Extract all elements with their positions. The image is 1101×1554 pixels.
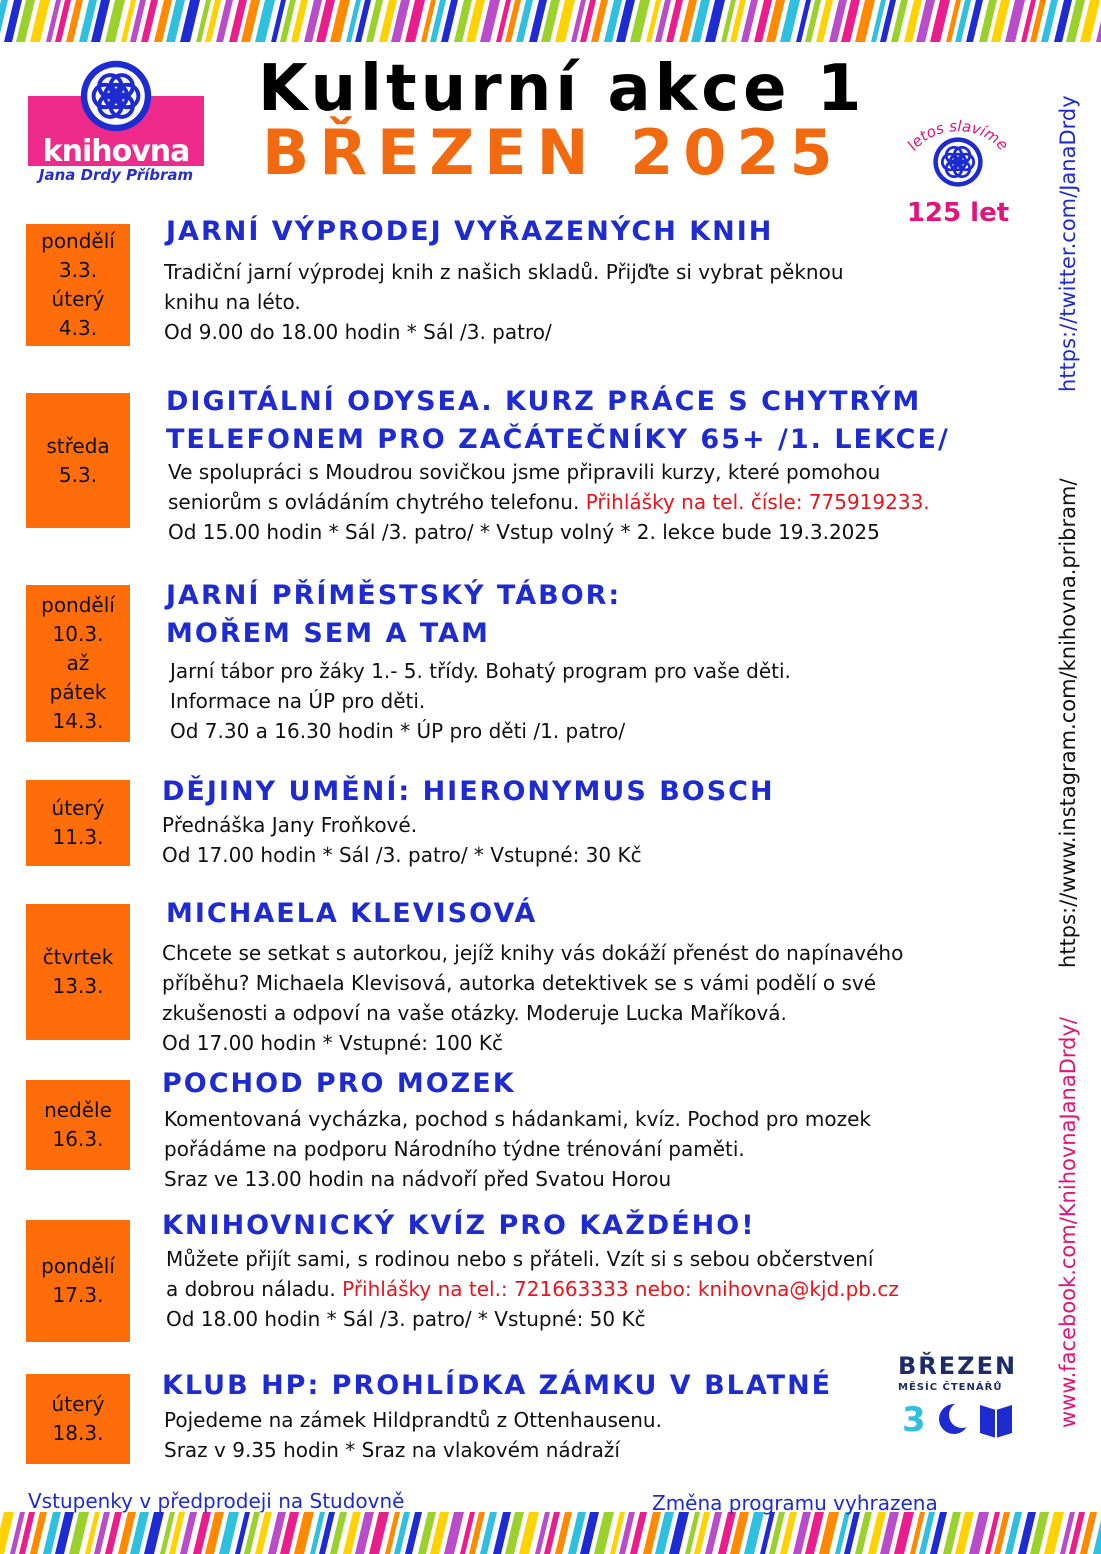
description-text: Informace na ÚP pro děti.: [170, 689, 426, 713]
event-date-line: středa: [46, 433, 110, 458]
description-text: pořádáme na podporu Národního týdne trénování paměti.: [164, 1137, 745, 1161]
event-description-line: [164, 1435, 620, 1465]
event-description-line: [162, 810, 417, 840]
event-date-line: 5.3.: [58, 462, 98, 487]
facebook-link[interactable]: www.facebook.com/KnihovnaJanaDrdy/: [1056, 1017, 1080, 1428]
description-text: Můžete přijít sami, s rodinou nebo s přáteli. Vzít si s sebou občerstvení: [166, 1247, 874, 1271]
description-text: knihu na léto.: [164, 290, 301, 314]
event-title: JARNÍ VÝPRODEJ VYŘAZENÝCH KNIH: [166, 216, 774, 247]
event-date-line: pondělí: [41, 593, 115, 617]
event-date-box: [26, 1374, 130, 1464]
badge-flower-icon: [930, 134, 986, 190]
event-date-line: pondělí: [41, 229, 115, 253]
event-description-line: [164, 1164, 671, 1194]
event-date-line: úterý: [51, 796, 105, 820]
event-description-line: [170, 656, 791, 686]
event-description-line: [166, 1244, 873, 1274]
event-date-line: 17.3.: [52, 1283, 104, 1307]
event-date-box: [26, 585, 130, 742]
event-description-line: [170, 716, 625, 746]
instagram-link[interactable]: https://www.instagram.com/knihovna.pribram/: [1056, 478, 1080, 968]
event-date-line: pátek: [49, 680, 107, 704]
event-description-line: [168, 457, 880, 487]
svg-text:letos slavíme: letos slavíme: [903, 117, 1013, 154]
event-date-box: [26, 1220, 130, 1342]
brezen-mesic-ctenaru-logo: [898, 1352, 1022, 1452]
event-title: JARNÍ PŘÍMĚSTSKÝ TÁBOR:: [166, 580, 622, 611]
badge-years: 125 let: [906, 198, 1010, 228]
event-title: MICHAELA KLEVISOVÁ: [166, 898, 538, 929]
event-title: KLUB HP: PROHLÍDKA ZÁMKU V BLATNÉ: [162, 1370, 833, 1401]
event-title: TELEFONEM PRO ZAČÁTEČNÍKY 65+ /1. LEKCE/: [166, 424, 950, 455]
description-text: Chcete se setkat s autorkou, jejíž knihy vás dokáží přenést do napínavého: [162, 941, 904, 965]
event-date-box: [26, 904, 130, 1040]
event-date-line: 4.3.: [58, 316, 98, 340]
description-text: Od 9.00 do 18.00 hodin * Sál /3. patro/: [164, 320, 552, 344]
brezen-logo-digit: 3: [902, 1400, 926, 1440]
library-logo: [28, 56, 204, 186]
event-description-line: [162, 1028, 503, 1058]
description-text: Sraz ve 13.00 hodin na nádvoří před Svatou Horou: [164, 1167, 672, 1191]
event-description-line: [170, 686, 425, 716]
description-text: Jarní tábor pro žáky 1.- 5. třídy. Bohatý program pro vaše děti.: [170, 659, 791, 683]
footer-change-note: Změna programu vyhrazena: [652, 1491, 938, 1515]
event-date-line: až: [66, 651, 90, 675]
registration-contact: Přihlášky na tel. čísle: 775919233.: [585, 490, 930, 514]
event-description-line: [168, 487, 930, 517]
registration-contact: Přihlášky na tel.: 721663333 nebo: knihovna@kjd.pb.cz: [342, 1277, 899, 1301]
event-description-line: [168, 517, 880, 547]
event-date-line: neděle: [44, 1098, 112, 1122]
description-text: Od 15.00 hodin * Sál /3. patro/ * Vstup volný * 2. lekce bude 19.3.2025: [168, 520, 880, 544]
flower-of-life-icon: [76, 56, 156, 136]
event-date-line: úterý: [51, 287, 105, 311]
brezen-logo-title: BŘEZEN: [898, 1352, 1018, 1380]
top-stripe-border: [0, 0, 1101, 42]
event-description-line: [162, 840, 642, 870]
page-subtitle-month: BŘEZEN 2025: [262, 116, 843, 189]
event-date-line: 13.3.: [52, 974, 104, 998]
description-text: Přednáška Jany Froňkové.: [162, 813, 418, 837]
description-text: zkušenosti a odpoví na vaše otázky. Moderuje Lucka Maříková.: [162, 1001, 787, 1025]
event-date-line: 14.3.: [52, 709, 104, 733]
brezen-logo-icons: [898, 1393, 1022, 1443]
event-description-line: [164, 1134, 745, 1164]
event-description-line: [164, 287, 301, 317]
footer-tickets-note: Vstupenky v předprodeji na Studovně: [28, 1489, 405, 1513]
event-description-line: [162, 968, 876, 998]
anniversary-badge: [888, 108, 1028, 238]
description-text: Ve spolupráci s Moudrou sovičkou jsme připravili kurzy, které pomohou: [168, 460, 881, 484]
event-date-line: čtvrtek: [42, 945, 114, 969]
event-description-line: [164, 1104, 871, 1134]
event-description-line: [164, 257, 844, 287]
twitter-link[interactable]: https://twitter.com/JanaDrdy: [1056, 95, 1080, 392]
event-date-line: 18.3.: [52, 1421, 104, 1445]
event-title: DĚJINY UMĚNÍ: HIERONYMUS BOSCH: [162, 776, 775, 807]
event-title: MOŘEM SEM A TAM: [166, 618, 490, 649]
event-description-line: [164, 317, 552, 347]
event-description-line: [162, 938, 903, 968]
event-date-line: 10.3.: [52, 622, 104, 646]
event-date-line: 3.3.: [58, 258, 98, 282]
event-description-line: [166, 1274, 899, 1304]
event-date-box: [26, 393, 130, 528]
description-text: Komentovaná vycházka, pochod s hádankami, kvíz. Pochod pro mozek: [164, 1107, 871, 1131]
event-description-line: [162, 998, 787, 1028]
event-description-line: [164, 1405, 662, 1435]
description-text: Tradiční jarní výprodej knih z našich skladů. Přijďte si vybrat pěknou: [164, 260, 844, 284]
description-text: Pojedeme na zámek Hildprandtů z Ottenhausenu.: [164, 1408, 662, 1432]
event-date-line: pondělí: [41, 1254, 115, 1278]
logo-name: knihovna: [42, 134, 190, 169]
event-description-line: [166, 1304, 646, 1334]
description-text: a dobrou náladu.: [166, 1277, 343, 1301]
event-date-box: [26, 1080, 130, 1170]
event-date-box: [26, 224, 130, 346]
description-text: seniorům s ovládáním chytrého telefonu.: [168, 490, 586, 514]
description-text: příběhu? Michaela Klevisová, autorka detektivek se s vámi podělí o své: [162, 971, 877, 995]
event-date-line: úterý: [51, 1392, 105, 1416]
description-text: Od 7.30 a 16.30 hodin * ÚP pro děti /1. patro/: [170, 719, 626, 743]
logo-subtitle: Jana Drdy Příbram: [38, 166, 194, 184]
event-date-line: 16.3.: [52, 1127, 104, 1151]
event-title: KNIHOVNICKÝ KVÍZ PRO KAŽDÉHO!: [162, 1210, 756, 1241]
event-title: POCHOD PRO MOZEK: [162, 1068, 516, 1099]
event-date-line: 11.3.: [52, 825, 104, 849]
description-text: Od 17.00 hodin * Vstupné: 100 Kč: [162, 1031, 503, 1055]
description-text: Od 18.00 hodin * Sál /3. patro/ * Vstupné: 50 Kč: [166, 1307, 646, 1331]
event-date-box: [26, 780, 130, 866]
description-text: Od 17.00 hodin * Sál /3. patro/ * Vstupné: 30 Kč: [162, 843, 642, 867]
brezen-logo-subtitle: MĚSÍC ČTENÁŘŮ: [898, 1382, 1003, 1393]
event-title: DIGITÁLNÍ ODYSEA. KURZ PRÁCE S CHYTRÝM: [166, 386, 922, 417]
page-title: Kulturní akce 1: [258, 52, 866, 126]
description-text: Sraz v 9.35 hodin * Sraz na vlakovém nádraží: [164, 1438, 620, 1462]
bottom-stripe-border: [0, 1512, 1101, 1554]
